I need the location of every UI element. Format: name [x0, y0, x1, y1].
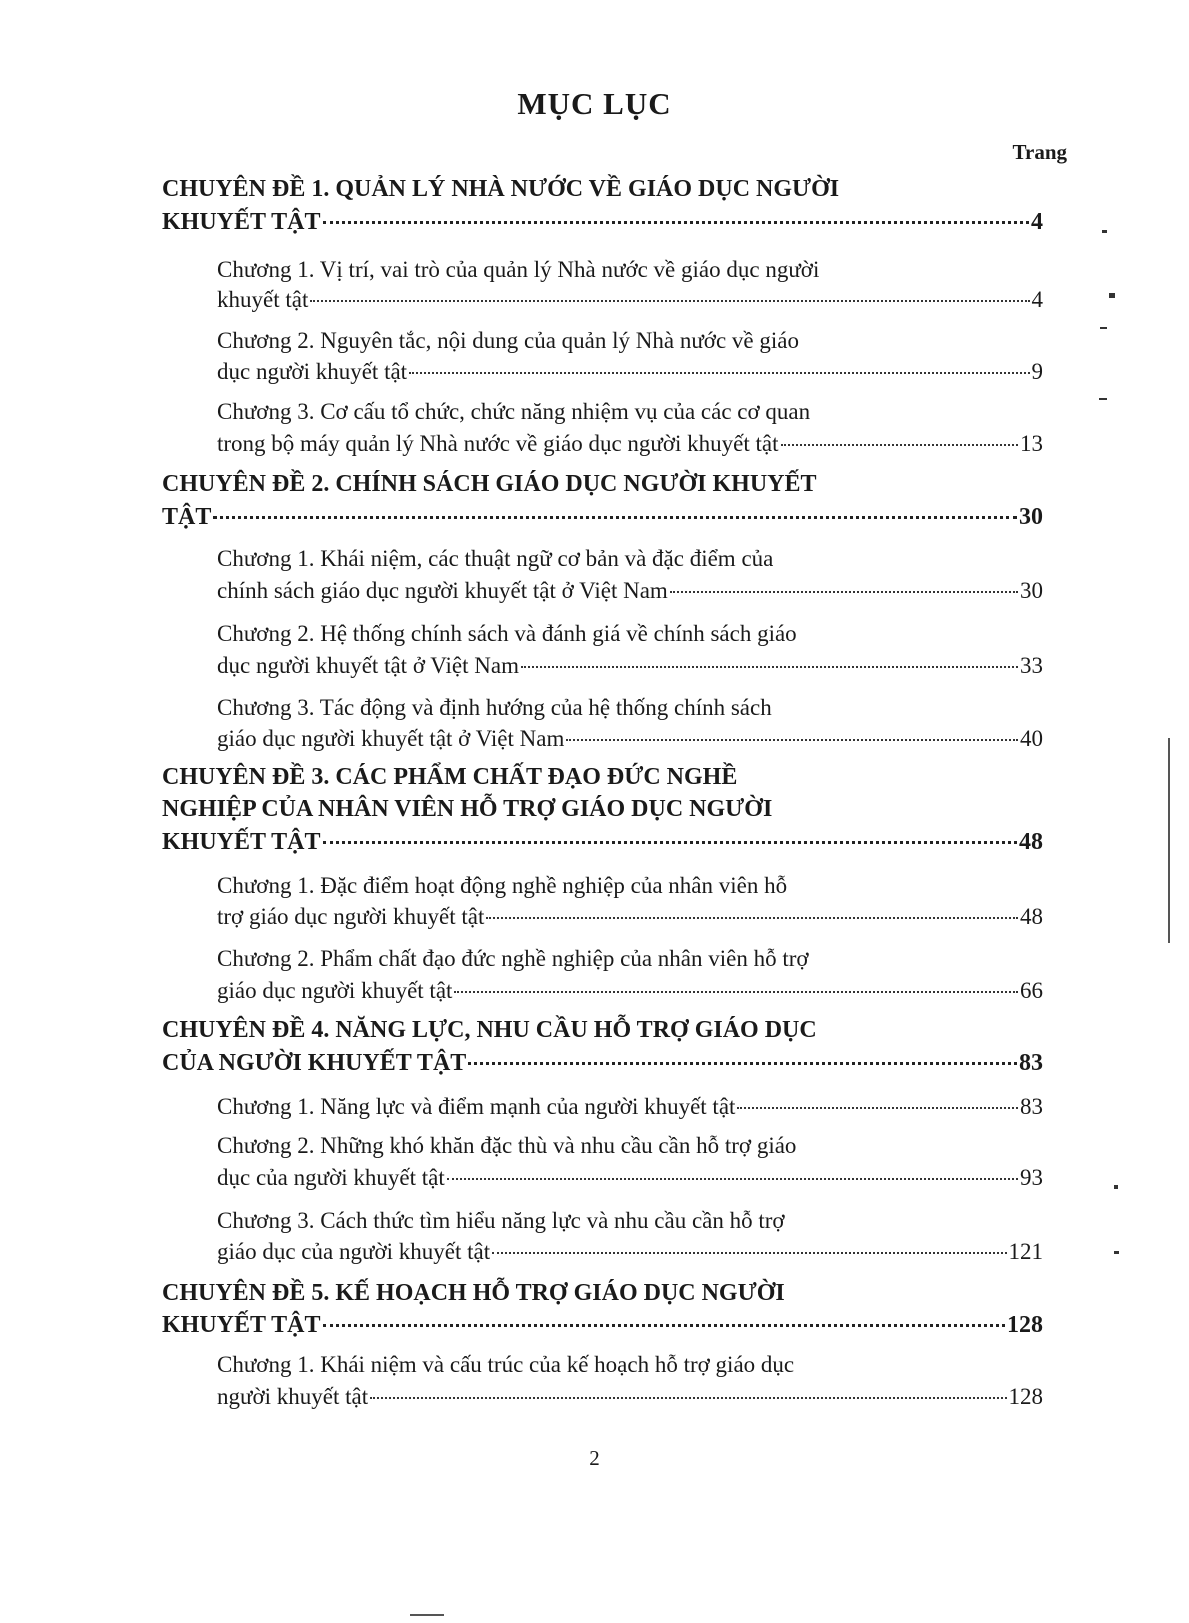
toc-chapter-entry[interactable]	[217, 977, 1043, 1005]
chapter-title-line: Chương 2. Hệ thống chính sách và đánh giá về chính sách giáo	[217, 621, 797, 646]
toc-chapter-entry[interactable]	[217, 1164, 1043, 1192]
entry-page-number: 13	[1020, 431, 1043, 456]
toc-chapter-entry[interactable]	[217, 1383, 1043, 1411]
entry-page-number: 128	[1007, 1312, 1043, 1338]
dot-leader	[323, 1324, 1006, 1327]
entry-title: TẬT	[162, 504, 212, 530]
entry-page-number: 40	[1020, 726, 1043, 751]
toc-chapter-entry[interactable]	[217, 1093, 1043, 1121]
entry-title: trợ giáo dục người khuyết tật	[217, 904, 485, 929]
dot-leader	[310, 300, 1029, 302]
dot-leader	[370, 1397, 1006, 1399]
toc-chapter-entry[interactable]	[217, 725, 1043, 753]
toc-chapter-entry[interactable]	[217, 1238, 1043, 1266]
scan-speck	[1109, 293, 1115, 298]
scan-edge-line	[1168, 738, 1170, 943]
dot-leader	[737, 1107, 1018, 1109]
dot-leader	[521, 666, 1018, 668]
chapter-title-line: Chương 3. Tác động và định hướng của hệ thống chính sách	[217, 695, 772, 720]
entry-page-number: 30	[1020, 578, 1043, 603]
entry-page-number: 48	[1020, 904, 1043, 929]
section-title-line: CHUYÊN ĐỀ 1. QUẢN LÝ NHÀ NƯỚC VỀ GIÁO DỤC NGƯỜI	[162, 176, 840, 202]
toc-section-entry[interactable]	[162, 208, 1043, 236]
toc-chapter-entry[interactable]	[217, 577, 1043, 605]
entry-title: giáo dục của người khuyết tật	[217, 1239, 491, 1264]
chapter-title-line: Chương 1. Khái niệm và cấu trúc của kế hoạch hỗ trợ giáo dục	[217, 1352, 795, 1377]
section-title-line: CHUYÊN ĐỀ 2. CHÍNH SÁCH GIÁO DỤC NGƯỜI KHUYẾT	[162, 471, 817, 497]
entry-page-number: 30	[1019, 504, 1043, 530]
chapter-title-line: Chương 1. Khái niệm, các thuật ngữ cơ bản và đặc điểm của	[217, 546, 774, 571]
dot-leader	[323, 221, 1030, 224]
entry-title: KHUYẾT TẬT	[162, 829, 321, 855]
dot-leader	[566, 739, 1018, 741]
entry-page-number: 128	[1008, 1384, 1043, 1409]
entry-page-number: 33	[1020, 653, 1043, 678]
chapter-title-line: Chương 3. Cơ cấu tổ chức, chức năng nhiệm vụ của các cơ quan	[217, 399, 811, 424]
entry-page-number: 83	[1020, 1094, 1043, 1119]
dot-leader	[213, 516, 1017, 519]
entry-title: dục của người khuyết tật	[217, 1165, 445, 1190]
dot-leader	[447, 1178, 1018, 1180]
scan-speck	[1114, 1251, 1119, 1254]
toc-section-entry[interactable]	[162, 828, 1043, 856]
section-title-line: CHUYÊN ĐỀ 4. NĂNG LỰC, NHU CẦU HỖ TRỢ GIÁO DỤC	[162, 1017, 817, 1043]
toc-section-entry[interactable]	[162, 1049, 1043, 1077]
dot-leader	[486, 917, 1018, 919]
entry-page-number: 4	[1031, 209, 1043, 235]
chapter-title-line: Chương 1. Đặc điểm hoạt động nghề nghiệp của nhân viên hỗ	[217, 873, 788, 898]
toc-chapter-entry[interactable]	[217, 358, 1043, 386]
scan-speck	[1114, 1185, 1118, 1189]
entry-title: Chương 1. Năng lực và điểm mạnh của người khuyết tật	[217, 1094, 736, 1119]
entry-page-number: 83	[1019, 1050, 1043, 1076]
section-title-line: CHUYÊN ĐỀ 5. KẾ HOẠCH HỖ TRỢ GIÁO DỤC NGƯỜI	[162, 1280, 785, 1306]
chapter-title-line: Chương 1. Vị trí, vai trò của quản lý Nhà nước về giáo dục người	[217, 257, 820, 282]
entry-title: dục người khuyết tật	[217, 359, 408, 384]
toc-chapter-entry[interactable]	[217, 652, 1043, 680]
chapter-title-line: Chương 2. Phẩm chất đạo đức nghề nghiệp của nhân viên hỗ trợ	[217, 946, 809, 971]
entry-title: dục người khuyết tật ở Việt Nam	[217, 653, 519, 678]
entry-page-number: 48	[1019, 829, 1043, 855]
entry-title: CỦA NGƯỜI KHUYẾT TẬT	[162, 1050, 467, 1076]
scan-speck	[1099, 398, 1107, 400]
entry-title: KHUYẾT TẬT	[162, 1312, 321, 1338]
scan-speck	[1100, 327, 1107, 329]
chapter-title-line: Chương 3. Cách thức tìm hiểu năng lực và nhu cầu cần hỗ trợ	[217, 1208, 785, 1233]
entry-title: chính sách giáo dục người khuyết tật ở Việt Nam	[217, 578, 668, 603]
entry-title: trong bộ máy quản lý Nhà nước về giáo dục người khuyết tật	[217, 431, 779, 456]
chapter-title-line: Chương 2. Những khó khăn đặc thù và nhu cầu cần hỗ trợ giáo	[217, 1133, 797, 1158]
toc-chapter-entry[interactable]	[217, 286, 1043, 314]
section-title-line: CHUYÊN ĐỀ 3. CÁC PHẨM CHẤT ĐẠO ĐỨC NGHỀ	[162, 764, 738, 790]
entry-page-number: 121	[1008, 1239, 1043, 1264]
entry-title: giáo dục người khuyết tật ở Việt Nam	[217, 726, 565, 751]
entry-title: khuyết tật	[217, 287, 309, 312]
dot-leader	[323, 841, 1018, 844]
page-title: MỤC LỤC	[517, 86, 672, 121]
entry-title: giáo dục người khuyết tật	[217, 978, 453, 1003]
entry-page-number: 9	[1031, 359, 1043, 384]
dot-leader	[468, 1062, 1017, 1065]
page-number: 2	[589, 1446, 600, 1470]
toc-chapter-entry[interactable]	[217, 903, 1043, 931]
entry-page-number: 66	[1020, 978, 1043, 1003]
toc-section-entry[interactable]	[162, 503, 1043, 531]
entry-title: người khuyết tật	[217, 1384, 369, 1409]
toc-section-entry[interactable]	[162, 1311, 1043, 1339]
entry-page-number: 4	[1031, 287, 1043, 312]
page-column-label: Trang	[1012, 140, 1067, 164]
toc-chapter-entry[interactable]	[217, 430, 1043, 458]
entry-page-number: 93	[1020, 1165, 1043, 1190]
scan-speck	[1102, 230, 1107, 233]
dot-leader	[409, 372, 1029, 374]
section-title-line: NGHIỆP CỦA NHÂN VIÊN HỖ TRỢ GIÁO DỤC NGƯỜI	[162, 796, 773, 822]
dot-leader	[454, 991, 1018, 993]
dot-leader	[781, 444, 1018, 446]
dot-leader	[670, 591, 1018, 593]
dot-leader	[492, 1252, 1006, 1254]
chapter-title-line: Chương 2. Nguyên tắc, nội dung của quản lý Nhà nước về giáo	[217, 328, 799, 353]
scan-edge-line	[410, 1614, 444, 1616]
entry-title: KHUYẾT TẬT	[162, 209, 321, 235]
